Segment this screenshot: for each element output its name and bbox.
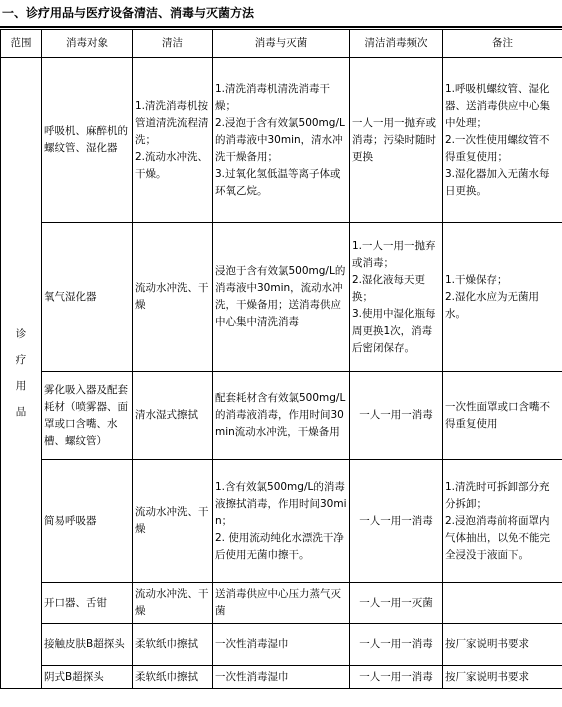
cell-line: 一人一用一消毒 (359, 638, 433, 650)
title-rule (0, 26, 562, 28)
table-header-row (1, 30, 562, 58)
cell-line: 一人一用一消毒 (359, 670, 433, 683)
cell-clean (133, 460, 213, 583)
table-row (1, 460, 562, 583)
cell-line: 柔软纸巾擦拭 (135, 670, 198, 683)
cell-line: 2.湿化液每天更换； (352, 273, 426, 303)
cell-remark (443, 624, 562, 666)
cell-disinfect (213, 666, 350, 689)
cell-line: 1.干燥保存； (445, 273, 508, 286)
cell-line: 一次性消毒湿巾 (215, 638, 289, 650)
cell-line: 2.浸泡消毒前将面罩内气体抽出，以免不能完全浸没于液面下。 (445, 514, 550, 561)
cell-line: 一次性消毒湿巾 (215, 670, 289, 683)
cell-frequency (350, 624, 443, 666)
table-row (1, 223, 562, 372)
cell-object: 呼吸机、麻醉机的螺纹管、湿化器 (42, 58, 133, 223)
cell-line: 流动水冲洗、干燥 (135, 588, 209, 617)
disinfection-table (0, 29, 562, 689)
cell-line: 2.湿化水应为无菌用水。 (445, 290, 540, 320)
cell-clean (133, 223, 213, 372)
cell-line: 清水湿式擦拭 (135, 409, 198, 421)
cell-line: 一人一用一抛弃或消毒；污染时随时更换 (352, 116, 436, 163)
cell-remark (443, 583, 562, 624)
scope-char: 品 (15, 406, 27, 418)
cell-object: 雾化吸入器及配套耗材（喷雾器、面罩或口含嘴、水槽、螺纹管） (42, 372, 133, 460)
header-scope: 范围 (1, 30, 42, 58)
scope-cell (1, 58, 42, 689)
cell-frequency (350, 583, 443, 624)
header-object: 消毒对象 (42, 30, 133, 58)
cell-line: 1.含有效氯500mg/L的消毒液擦拭消毒，作用时间30min； (215, 480, 347, 527)
cell-line: 柔软纸巾擦拭 (135, 638, 198, 650)
cell-disinfect (213, 58, 350, 223)
cell-line: 3.使用中湿化瓶每周更换1次，消毒后密闭保存。 (352, 307, 436, 354)
table-row (1, 583, 562, 624)
cell-line: 2.一次性使用螺纹管不得重复使用； (445, 133, 550, 163)
cell-line: 配套耗材含有效氯500mg/L的消毒液消毒，作用时间30min流动水冲洗，干燥备用 (215, 392, 346, 438)
table-row (1, 372, 562, 460)
cell-remark (443, 58, 562, 223)
cell-clean (133, 666, 213, 689)
cell-line: 一次性面罩或口含嘴不得重复使用 (445, 400, 550, 430)
table-row (1, 624, 562, 666)
cell-object: 氧气湿化器 (42, 223, 133, 372)
cell-line: 按厂家说明书要求 (445, 670, 529, 683)
cell-line: 3.湿化器加入无菌水每日更换。 (445, 167, 550, 197)
cell-frequency (350, 666, 443, 689)
cell-disinfect (213, 372, 350, 460)
cell-disinfect (213, 583, 350, 624)
scope-char: 诊 (15, 328, 27, 340)
cell-line: 2. 使用流动纯化水漂洗干净后使用无菌巾擦干。 (215, 531, 344, 561)
cell-disinfect (213, 624, 350, 666)
header-remark: 备注 (443, 30, 562, 58)
header-disinfect: 消毒与灭菌 (213, 30, 350, 58)
cell-line: 一人一用一灭菌 (359, 596, 433, 609)
cell-line: 一人一用一消毒 (359, 514, 433, 527)
cell-line: 一人一用一消毒 (359, 409, 433, 421)
cell-line: 1.清洗消毒机按管道清洗流程清洗； (135, 99, 209, 146)
cell-line: 浸泡于含有效氯500mg/L的消毒液中30min，流动水冲洗，干燥备用；送消毒供应中心集中清洗消毒 (215, 265, 346, 328)
cell-disinfect (213, 460, 350, 583)
cell-clean (133, 583, 213, 624)
header-clean: 清洁 (133, 30, 213, 58)
cell-remark (443, 223, 562, 372)
cell-line: 1.清洗消毒机清洗消毒干燥； (215, 82, 331, 112)
cell-line: 3.过氧化氢低温等离子体或环氧乙烷。 (215, 167, 341, 197)
cell-disinfect (213, 223, 350, 372)
cell-object: 接触皮肤B超探头 (42, 624, 133, 666)
cell-frequency (350, 58, 443, 223)
cell-clean (133, 58, 213, 223)
scope-char: 疗 (15, 354, 27, 366)
table-row (1, 58, 562, 223)
cell-remark (443, 372, 562, 460)
cell-remark (443, 460, 562, 583)
cell-object: 阴式B超探头 (42, 666, 133, 689)
cell-frequency (350, 223, 443, 372)
cell-frequency (350, 460, 443, 583)
cell-frequency (350, 372, 443, 460)
header-frequency: 清洁消毒频次 (350, 30, 443, 58)
cell-remark (443, 666, 562, 689)
cell-object: 开口器、舌钳 (42, 583, 133, 624)
cell-clean (133, 372, 213, 460)
cell-line: 流动水冲洗、干燥 (135, 282, 209, 311)
table-row (1, 666, 562, 689)
cell-line: 2.流动水冲洗、干燥。 (135, 150, 209, 180)
cell-line: 送消毒供应中心压力蒸气灭菌 (215, 588, 341, 617)
cell-line: 1.一人一用一抛弃或消毒； (352, 239, 436, 269)
cell-line: 按厂家说明书要求 (445, 638, 529, 650)
cell-line: 流动水冲洗、干燥 (135, 506, 209, 535)
cell-object: 简易呼吸器 (42, 460, 133, 583)
cell-line: 1.呼吸机螺纹管、湿化器、送消毒供应中心集中处理； (445, 82, 550, 129)
scope-char: 用 (15, 380, 27, 392)
cell-line: 2.浸泡于含有效氯500mg/L的消毒液中30min，清水冲洗干燥备用； (215, 116, 345, 163)
cell-line: 1.清洗时可拆卸部分充分拆卸； (445, 480, 550, 510)
cell-clean (133, 624, 213, 666)
document-title: 一、诊疗用品与医疗设备清洁、消毒与灭菌方法 (2, 6, 255, 20)
